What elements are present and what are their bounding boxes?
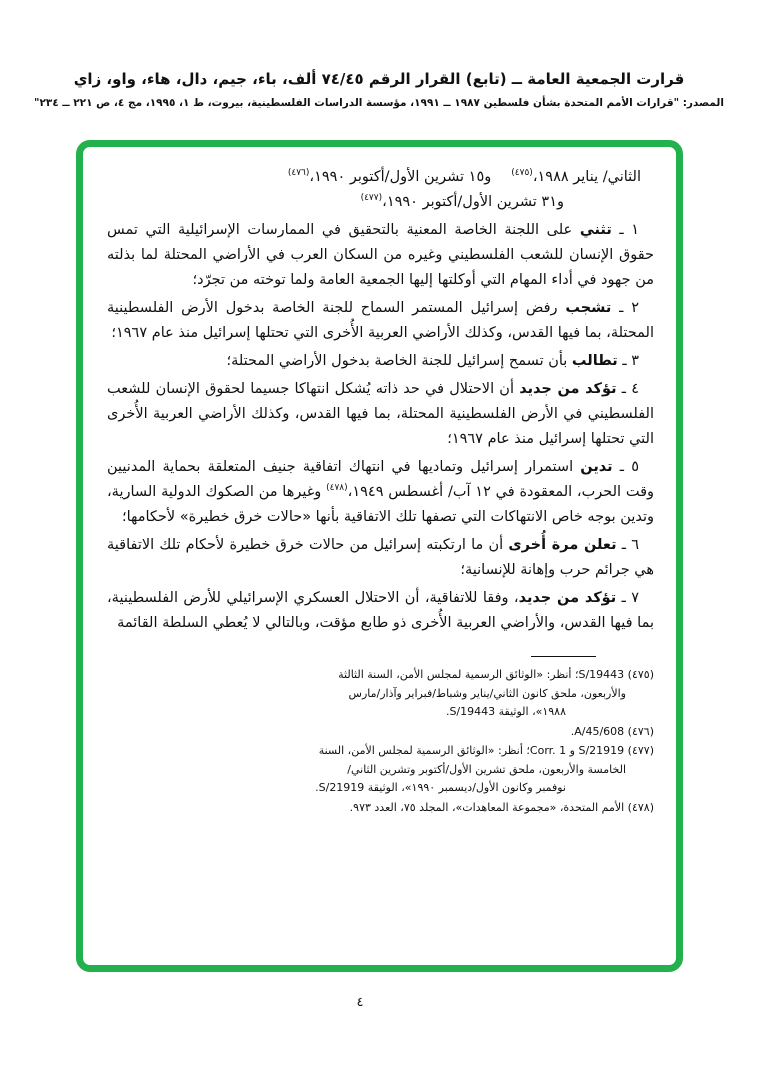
page-header (0, 70, 758, 109)
text-run: تعلن مرة أُخرى (508, 537, 617, 553)
footnote (107, 742, 654, 798)
text-run: الثاني/ يناير ١٩٨٨، (532, 169, 641, 185)
text-run: ٧ ـ (616, 590, 639, 606)
resolution-box (76, 140, 683, 972)
preamble-line (107, 165, 654, 190)
text-run: استمرار إسرائيل وتماديها في انتهاك اتفاقية جنيف المتعلقة بحماية المدنيين وقت الحرب، المعقودة في ١٢ آب/ أغسطس ١٩٤٩، (107, 459, 654, 500)
header-title: قرارت الجمعية العامة ــ (تابع) القرار الرقم ٧٤/٤٥ ألف، باء، جيم، دال، هاء، واو، زاي (73, 70, 685, 88)
text-run: وغيرها من الصكوك الدولية السارية، وتدين بوجه خاص الانتهاكات التي تصفها تلك الاتفاقية بأنها «حالات خرق خطيرة» لأحكامها؛ (107, 484, 654, 525)
footnote-ref: (٤٧٨) (326, 483, 348, 493)
footnote (107, 723, 654, 742)
text-run: ٥ ـ (612, 459, 640, 475)
text-run: أن الاحتلال في حد ذاته يُشكل انتهاكا جسيما لحقوق الإنسان للشعب الفلسطيني في الأرض الفلسطينية المحتلة، بما فيها القدس، وكذلك الأراضي العربية الأُخرى التي تحتلها إسرائيل منذ عام ١٩٦٧؛ (107, 381, 654, 447)
text-run: ٣ ـ (617, 353, 639, 369)
text-run: رفض إسرائيل المستمر السماح للجنة الخاصة بدخول الأرض الفلسطينية المحتلة، بما فيها القدس، وكذلك الأراضي العربية الأُخرى التي تحتلها إسرائيل منذ عام ١٩٦٧؛ (107, 300, 654, 341)
footnotes (107, 666, 654, 817)
body-paragraph (107, 218, 654, 293)
text-run: ٦ ـ (616, 537, 640, 553)
text-run: و٣١ تشرين الأول/أكتوبر ١٩٩٠، (382, 194, 564, 210)
footnote-ref: (٤٧٥) (511, 168, 533, 178)
text-run: ١ ـ (611, 222, 639, 238)
text-run: ٤ ـ (616, 381, 640, 397)
footnote (107, 666, 654, 722)
body-paragraph (107, 377, 654, 452)
page-number: ٤ (356, 995, 364, 1010)
text-run: بأن تسمح إسرائيل للجنة الخاصة بدخول الأراضي المحتلة؛ (226, 353, 572, 369)
footnote-ref: (٤٧٧) (360, 193, 383, 203)
body-paragraph (107, 455, 654, 530)
footnote-line: نوفمبر وكانون الأول/ديسمبر ١٩٩٠»، الوثيقة S/21919. (315, 781, 566, 794)
footnote-line: (٤٧٦) A/45/608. (570, 724, 654, 738)
footnote-line: (٤٧٥) S/19443؛ أنظر: «الوثائق الرسمية لمجلس الأمن، السنة الثالثة (338, 668, 654, 681)
footnote (107, 799, 654, 818)
text-run: أن ما ارتكبته إسرائيل من حالات خرق خطيرة لأحكام تلك الاتفاقية هي جرائم حرب وإهانة للإنسانية؛ (107, 537, 654, 578)
text-run: ٢ ـ (611, 300, 639, 316)
footnote-line: (٤٧٨) الأمم المتحدة، «مجموعة المعاهدات»، المجلد ٧٥، العدد ٩٧٣. (349, 800, 654, 814)
footnote-line: والأربعون، ملحق كانون الثاني/يناير وشباط/فبراير وآذار/مارس (348, 686, 626, 700)
body-paragraph (107, 296, 654, 346)
footnote-line: ١٩٨٨»، الوثيقة S/19443. (445, 705, 566, 718)
footnote-separator (531, 656, 596, 657)
text-run: ، وفقا للاتفاقية، أن الاحتلال العسكري الإسرائيلي للأرض الفلسطينية، بما فيها القدس، والأراضي العربية الأُخرى ذو طابع مؤقت، وبالتالي لا يُعطي السلطة القائمة (107, 590, 654, 631)
body-paragraph (107, 586, 654, 636)
text-run: تؤكد من جديد (518, 590, 617, 606)
resolution-body (107, 165, 654, 636)
footnote-line: الخامسة والأربعون، ملحق تشرين الأول/أكتوبر وتشرين الثاني/ (347, 762, 626, 776)
text-run: تدين (580, 459, 613, 475)
header-source: المصدر: "قرارات الأمم المتحدة بشأن فلسطين ١٩٨٧ ــ ١٩٩١، مؤسسة الدراسات الفلسطينية، بيروت، ط ١، ١٩٩٥، مج ٤، ص ٢٢١ ــ ٢٣٤" (34, 97, 724, 109)
text-run: و١٥ تشرين الأول/أكتوبر ١٩٩٠، (309, 169, 492, 185)
footnote-ref: (٤٧٦) (287, 168, 310, 178)
body-paragraph (107, 349, 654, 374)
text-run: تؤكد من جديد (519, 381, 617, 397)
text-run: تطالب (571, 353, 618, 369)
operative-paragraphs (107, 218, 654, 636)
text-run: على اللجنة الخاصة المعنية بالتحقيق في الممارسات الإسرائيلية التي تمس حقوق الإنسان للشعب الفلسطيني وغيره من السكان العرب في الأراضي المحتلة لما بذلته من جهود في أداء المهام التي أوكلتها إليها الجمعية العامة ولما توخته من تجرّد؛ (107, 222, 654, 288)
preamble-line (107, 190, 654, 215)
text-run: تثني (579, 222, 612, 238)
footnote-line: (٤٧٧) S/21919 و Corr. 1؛ أنظر: «الوثائق الرسمية لمجلس الأمن، السنة (318, 744, 654, 757)
text-run: تشجب (565, 300, 612, 316)
body-paragraph (107, 533, 654, 583)
